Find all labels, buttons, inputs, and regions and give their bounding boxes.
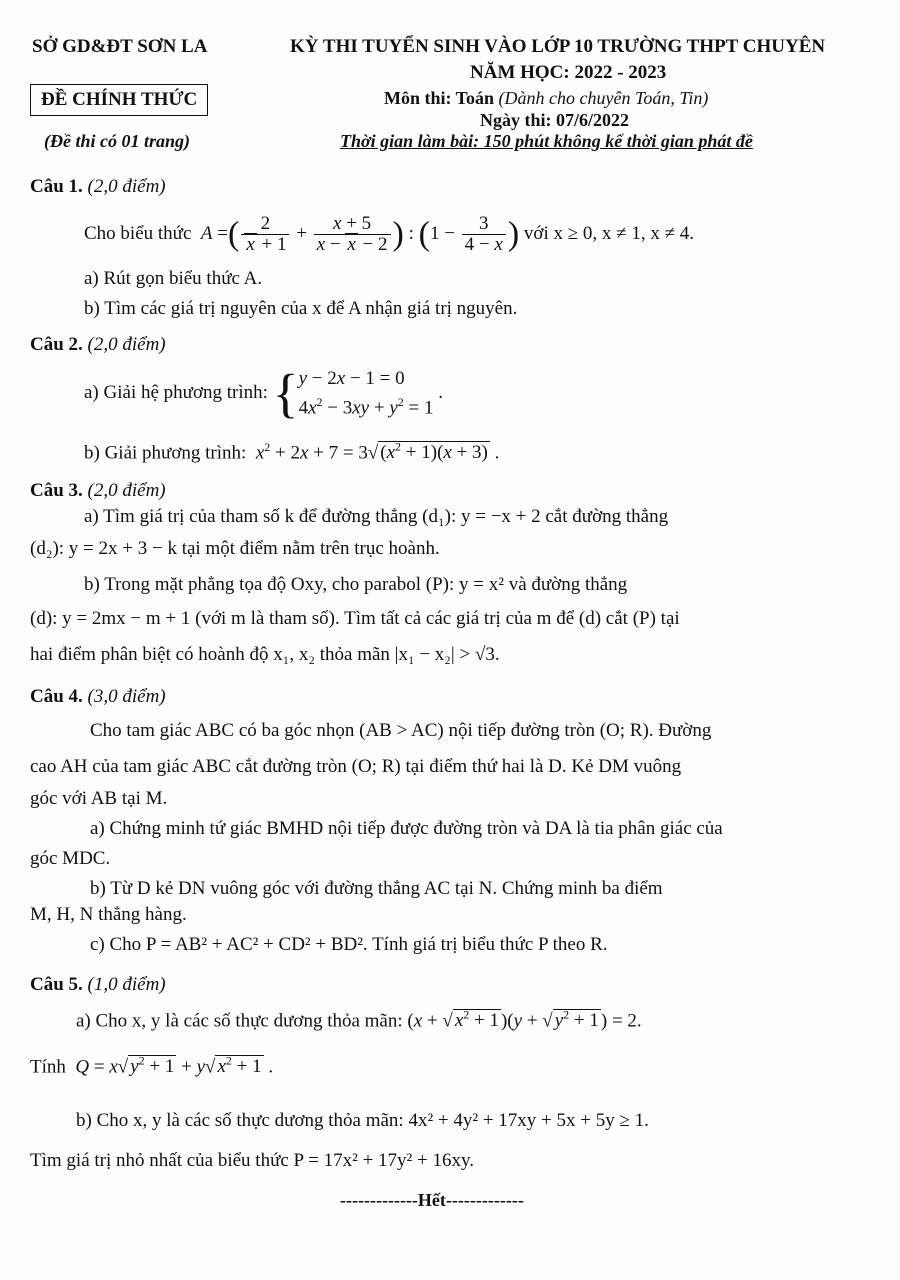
q2-equation: b) Giải phương trình: $x^2 + 2x + 7 = 3√$ $(x^2 + 1)(x + 3)$ .: [84, 440, 500, 464]
department-name: SỞ GD&ĐT SƠN LA: [32, 36, 208, 57]
q4-part-c: c) Cho P = AB² + AC² + CD² + BD². Tính giá trị biểu thức P theo R.: [90, 934, 608, 955]
q5-part-b-line1: b) Cho x, y là các số thực dương thỏa mãn: 4x² + 4y² + 17xy + 5x + 5y ≥ 1.: [76, 1110, 649, 1131]
q3-heading: [30, 480, 166, 502]
q4-title: Câu 4.: [30, 686, 83, 707]
q3-part-a-line2: (d₂): y = 2x + 3 − k tại một điểm nằm trên trục hoành.: [30, 538, 440, 559]
q3-part-b-line2: (d): y = 2mx − m + 1 (với m là tham số). Tìm tất cả các giá trị của m để (d) cắt (P) tại: [30, 608, 680, 629]
q5-part-a-line2: Tính Q = x√ $y^2 + 1 + y√$ $x^2 + 1$ .: [30, 1054, 274, 1078]
q5-part-b-line2: Tìm giá trị nhỏ nhất của biểu thức P = 17x² + 17y² + 16xy.: [30, 1150, 474, 1171]
q3-points: (2,0 điểm): [87, 480, 166, 501]
q4-part-a-line1: a) Chứng minh tứ giác BMHD nội tiếp được đường tròn và DA là tia phân giác của: [90, 818, 723, 839]
subject-note: (Dành cho chuyên Toán, Tin): [498, 88, 709, 108]
q5-points: (1,0 điểm): [87, 974, 166, 995]
page-count: (Đề thi có 01 trang): [44, 131, 190, 151]
q1-points: (2,0 điểm): [87, 176, 166, 197]
q2-part-b-label: b) Giải phương trình:: [84, 442, 247, 464]
q5-part-a-text: a) Cho x, y là các số thực dương thỏa mãn:: [76, 1010, 403, 1032]
q5-heading: [30, 974, 166, 996]
q4-part-b-line2: M, H, N thẳng hàng.: [30, 904, 187, 925]
end-marker: -------------Hết-------------: [340, 1190, 524, 1210]
q2-heading: [30, 334, 166, 356]
q1-intro: Cho biểu thức: [84, 223, 192, 244]
q4-part-b-line1: b) Từ D kẻ DN vuông góc với đường thẳng AC tại N. Chứng minh ba điểm: [90, 878, 663, 899]
exam-title: KỲ THI TUYỂN SINH VÀO LỚP 10 TRƯỜNG THPT CHUYÊN: [290, 36, 826, 57]
exam-date: Ngày thi: 07/6/2022: [480, 110, 630, 130]
q1-title: Câu 1.: [30, 176, 83, 197]
subject-label: Môn thi: Toán: [384, 88, 495, 108]
duration: Thời gian làm bài: 150 phút không kể thời gian phát đề: [340, 131, 753, 151]
q2-points: (2,0 điểm): [87, 334, 166, 355]
q1-part-b: b) Tìm các giá trị nguyên của x để A nhận giá trị nguyên.: [84, 298, 518, 319]
q3-part-a-line1: a) Tìm giá trị của tham số k để đường thẳng (d₁): y = −x + 2 cắt đường thẳng: [84, 506, 669, 527]
q2-title: Câu 2.: [30, 334, 83, 355]
school-year: NĂM HỌC: 2022 - 2023: [470, 62, 667, 83]
official-badge: ĐỀ CHÍNH THỨC: [30, 84, 208, 116]
q1-heading: [30, 176, 166, 198]
q5-part-a-line1: a) Cho x, y là các số thực dương thỏa mãn: (x + √ $x^2 + 1$ )(y + √ $y^2 + 1$ ) = 2.: [76, 1008, 642, 1032]
q2-system: a) Giải hệ phương trình: {y − 2x − 1 = 0 $4x^2 - 3xy + y^2 = 1$ .: [84, 363, 443, 424]
q1-expression: Cho biểu thức A =( $\frac{2}{x + 1}$ + $\frac{x + 5}{x - x - 2}$ ) : (1 − $\frac{3}{4 - x}$ ) với x ≥ 0, x ≠ 1, x ≠ 4.: [84, 213, 694, 256]
q1-part-a: a) Rút gọn biểu thức A.: [84, 268, 263, 289]
q4-part-a-line2: góc MDC.: [30, 848, 111, 869]
q2-part-a-label: a) Giải hệ phương trình:: [84, 382, 268, 403]
q4-heading: [30, 686, 166, 708]
q5-compute-label: Tính: [30, 1056, 66, 1078]
q4-intro-line2: cao AH của tam giác ABC cắt đường tròn (O; R) tại điểm thứ hai là D. Kẻ DM vuông: [30, 756, 682, 777]
q5-title: Câu 5.: [30, 974, 83, 995]
q4-intro-line1: Cho tam giác ABC có ba góc nhọn (AB > AC) nội tiếp đường tròn (O; R). Đường: [90, 720, 712, 741]
q3-part-b-line3: hai điểm phân biệt có hoành độ x₁, x₂ thỏa mãn |x₁ − x₂| > √3.: [30, 644, 500, 665]
q3-part-b-line1: b) Trong mặt phẳng tọa độ Oxy, cho parabol (P): y = x² và đường thẳng: [84, 574, 628, 595]
q4-intro-line3: góc với AB tại M.: [30, 788, 168, 809]
q4-points: (3,0 điểm): [87, 686, 166, 707]
q3-title: Câu 3.: [30, 480, 83, 501]
q1-condition: với x ≥ 0, x ≠ 1, x ≠ 4.: [523, 223, 694, 244]
subject-line: [384, 88, 708, 109]
